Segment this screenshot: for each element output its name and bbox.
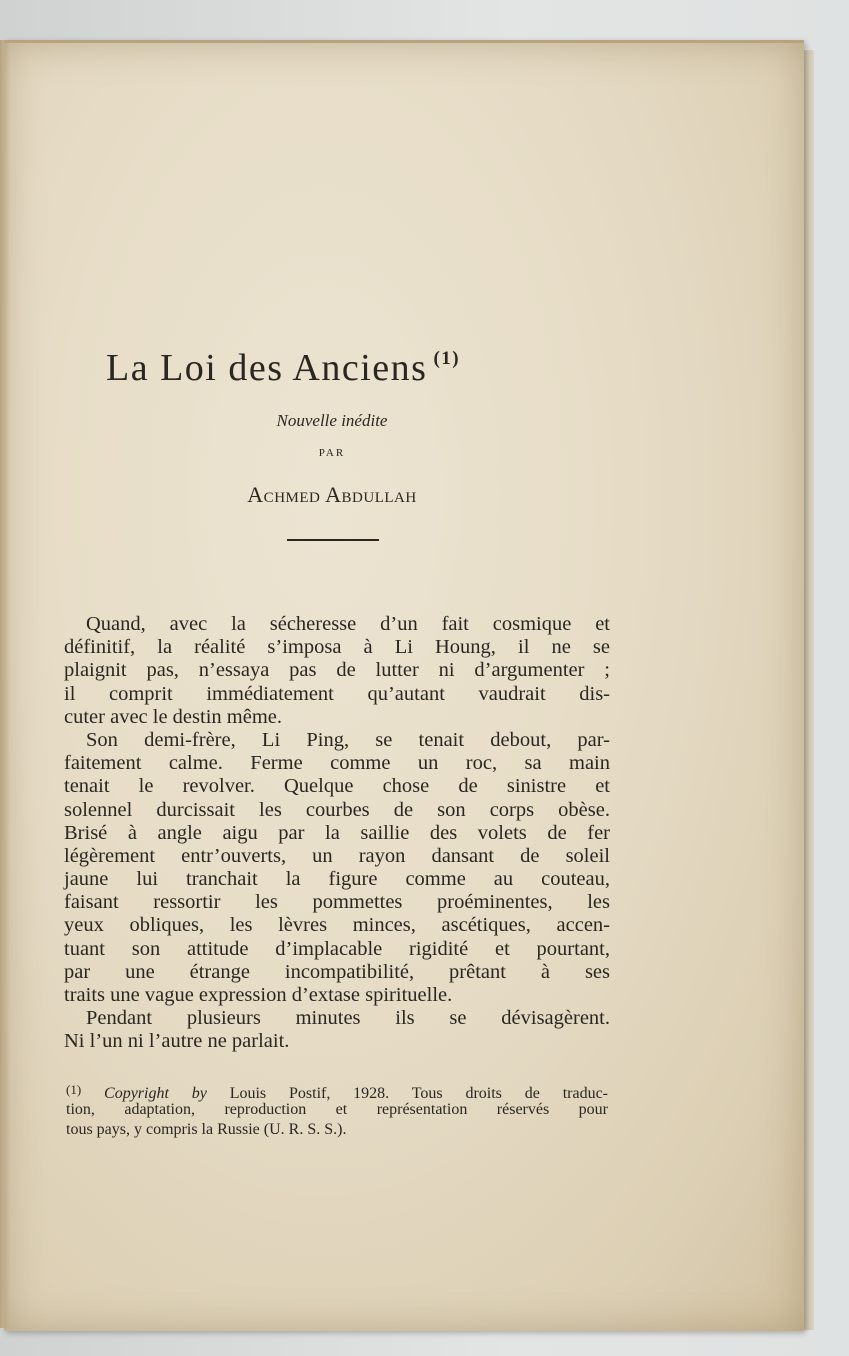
body-line: jaune lui tranchait la figure comme au couteau,	[64, 868, 610, 891]
footnote-line-2: tion, adaptation, reproduction et représentation réservés pour	[66, 1101, 608, 1118]
footnote-line-3: tous pays, y compris la Russie (U. R. S. S.).	[66, 1121, 347, 1138]
body-line: traits une vague expression d’extase spirituelle.	[64, 984, 453, 1006]
body-line: Brisé à angle aigu par la saillie des volets de fer	[64, 821, 610, 844]
body-line: Son demi-frère, Li Ping, se tenait debout, par-	[86, 728, 610, 751]
page-spine-shadow	[0, 40, 10, 1328]
story-body	[64, 613, 610, 1054]
body-line: yeux obliques, les lèvres minces, ascétiques, accen-	[64, 914, 610, 937]
page-title	[106, 346, 460, 390]
subtitle: Nouvelle inédite	[276, 411, 388, 430]
body-line: par une étrange incompatibilité, prêtant à ses	[64, 960, 610, 983]
body-line: Quand, avec la sécheresse d’un fait cosmique et	[86, 613, 610, 635]
body-line: il comprit immédiatement qu’autant vaudrait dis-	[64, 682, 610, 705]
body-line: tenait le revolver. Quelque chose de sinistre et	[64, 775, 610, 798]
body-line: tuant son attitude d’implacable rigidité et pourtant,	[64, 937, 610, 960]
body-line: légèrement entr’ouverts, un rayon dansant de soleil	[64, 844, 610, 867]
by-label: PAR	[318, 447, 346, 459]
body-line: cuter avec le destin même.	[64, 705, 282, 728]
body-line: plaignit pas, n’essaya pas de lutter ni d’argumenter ;	[64, 659, 610, 682]
body-line: solennel durcissait les courbes de son corps obèse.	[64, 798, 610, 821]
title-text: La Loi des Anciens	[106, 347, 428, 389]
body-line: faitement calme. Ferme comme un roc, sa main	[64, 752, 610, 775]
body-line: définitif, la réalité s’imposa à Li Houng, il ne se	[64, 636, 610, 659]
body-line: Pendant plusieurs minutes ils se dévisagèrent.	[86, 1007, 610, 1030]
footnote-line	[66, 1080, 608, 1100]
footnote-copyright-label: Copyright by	[104, 1085, 207, 1102]
footnote-line-1: Louis Postif, 1928. Tous droits de traduc-	[229, 1085, 608, 1102]
body-line: Ni l’un ni l’autre ne parlait.	[64, 1030, 290, 1053]
body-line: faisant ressortir les pommettes proéminentes, les	[64, 891, 610, 914]
title-footnote-marker: (1)	[433, 348, 461, 369]
footnote	[66, 1080, 608, 1140]
title-divider	[287, 539, 379, 541]
footnote-marker: (1)	[66, 1082, 82, 1097]
author-name: Achmed Abdullah	[247, 482, 417, 507]
